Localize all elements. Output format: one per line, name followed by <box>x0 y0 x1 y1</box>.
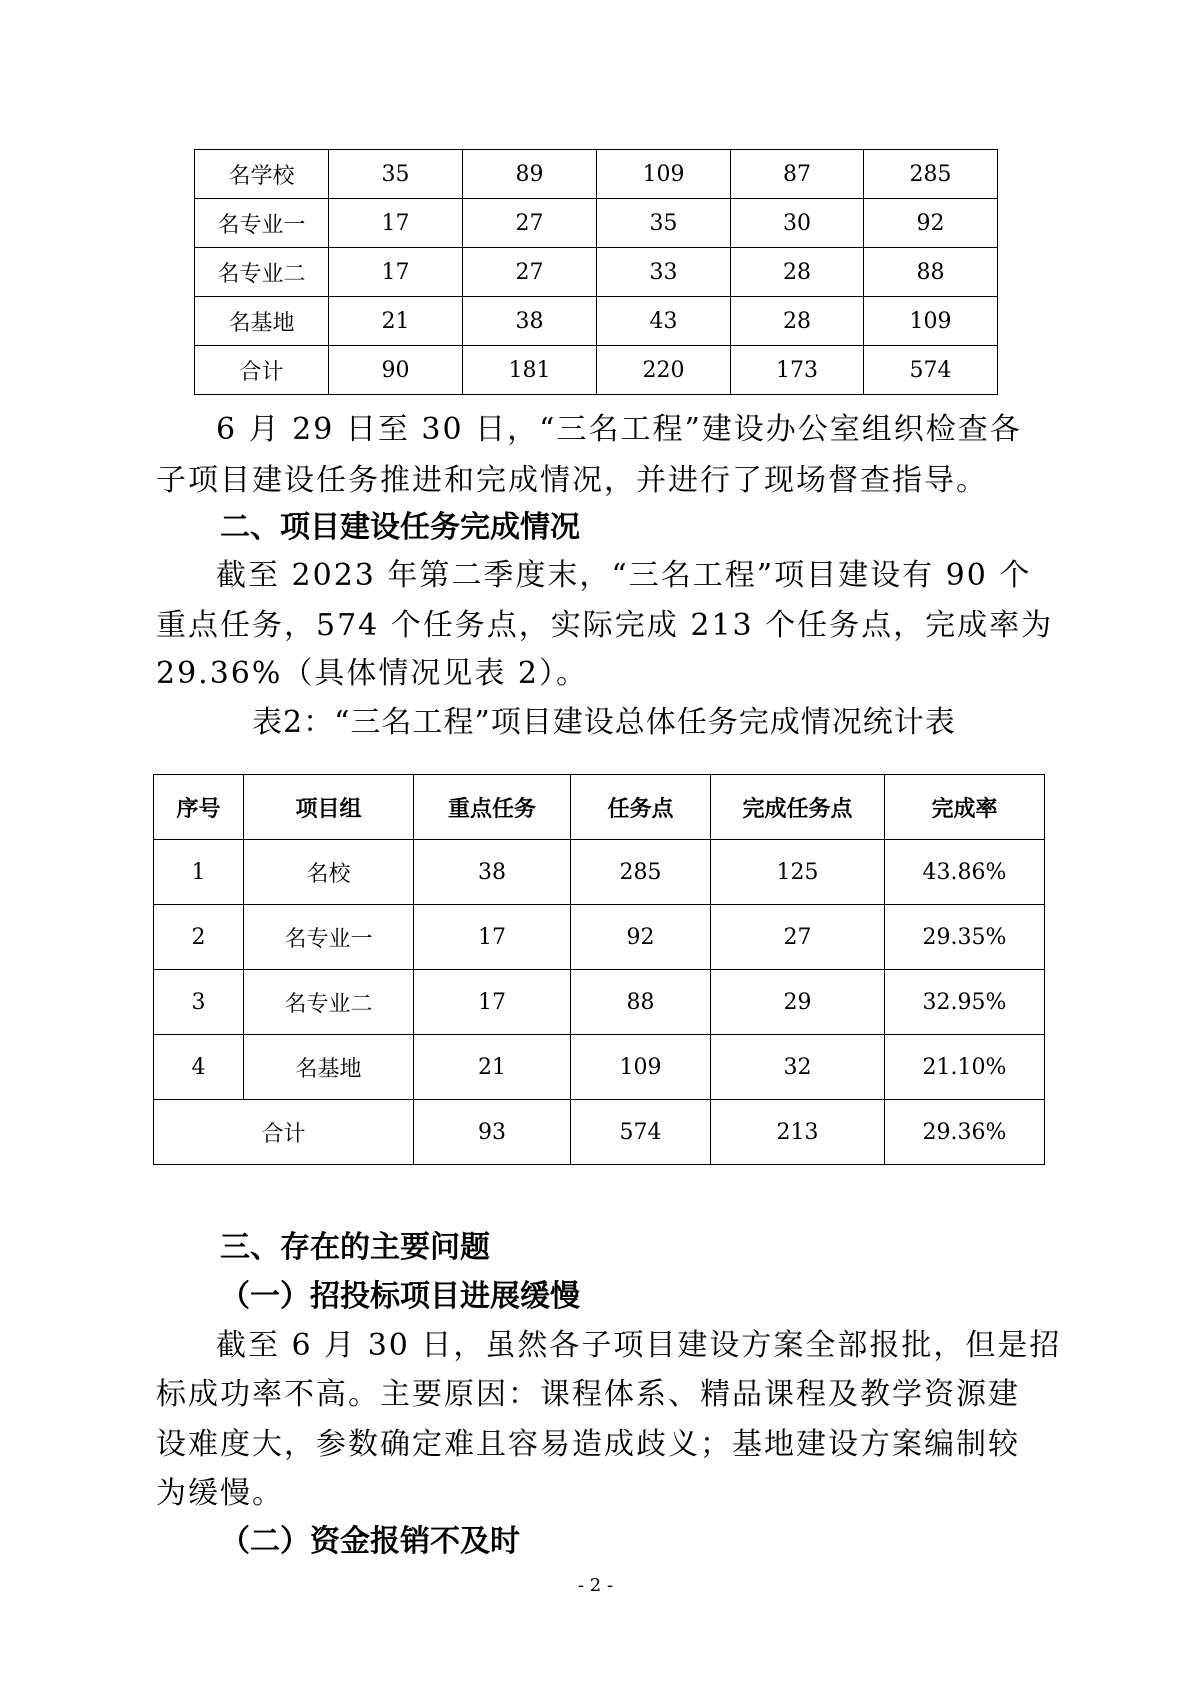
table-cell: 35 <box>597 199 731 248</box>
column-header: 完成任务点 <box>711 775 885 840</box>
table-cell: 名基地 <box>195 297 329 346</box>
table-cell: 21.10% <box>885 1035 1045 1100</box>
table-cell: 574 <box>571 1100 711 1165</box>
table-cell: 125 <box>711 840 885 905</box>
paragraph-2-line-1: 截至 2023 年第二季度末，“三名工程”项目建设有 90 个 <box>216 558 1032 593</box>
paragraph-2-line-2: 重点任务，574 个任务点，实际完成 213 个任务点，完成率为 <box>156 608 1054 643</box>
table-row-total <box>195 346 998 395</box>
table-cell: 109 <box>597 150 731 199</box>
table-cell: 92 <box>571 905 711 970</box>
table-cell: 181 <box>463 346 597 395</box>
subsection-heading-1: （一）招投标项目进展缓慢 <box>220 1279 580 1314</box>
table-cell: 93 <box>414 1100 571 1165</box>
table-cell: 27 <box>463 248 597 297</box>
table-cell: 29.35% <box>885 905 1045 970</box>
table-cell: 43.86% <box>885 840 1045 905</box>
table-row <box>154 1035 1045 1100</box>
table-cell: 32 <box>711 1035 885 1100</box>
paragraph-1-line-2: 子项目建设任务推进和完成情况，并进行了现场督查指导。 <box>156 463 988 498</box>
table-header-row <box>154 775 1045 840</box>
table-cell: 27 <box>463 199 597 248</box>
table-cell: 21 <box>414 1035 571 1100</box>
table-cell: 2 <box>154 905 244 970</box>
table-row <box>154 840 1045 905</box>
table-cell: 名专业二 <box>244 970 414 1035</box>
table-row <box>154 905 1045 970</box>
table-cell: 29.36% <box>885 1100 1045 1165</box>
table-cell-total-label: 合计 <box>154 1100 414 1165</box>
table-cell: 32.95% <box>885 970 1045 1035</box>
table-cell: 27 <box>711 905 885 970</box>
paragraph-2-line-3: 29.36%（具体情况见表 2）。 <box>156 656 589 691</box>
table-cell: 92 <box>864 199 998 248</box>
table-cell: 220 <box>597 346 731 395</box>
table-cell: 4 <box>154 1035 244 1100</box>
table-cell: 30 <box>731 199 864 248</box>
table-cell: 35 <box>329 150 463 199</box>
table-cell: 名专业一 <box>244 905 414 970</box>
table-cell: 87 <box>731 150 864 199</box>
table-row <box>154 970 1045 1035</box>
table-row <box>195 248 998 297</box>
table-cell: 名专业二 <box>195 248 329 297</box>
table-cell: 109 <box>864 297 998 346</box>
table-row <box>195 297 998 346</box>
subsection-heading-2: （二）资金报销不及时 <box>220 1524 520 1559</box>
table-cell: 89 <box>463 150 597 199</box>
table-cell: 285 <box>571 840 711 905</box>
table-1 <box>194 149 998 395</box>
table-cell: 1 <box>154 840 244 905</box>
paragraph-1-line-1: 6 月 29 日至 30 日，“三名工程”建设办公室组织检查各 <box>216 412 1022 447</box>
table-cell: 17 <box>414 970 571 1035</box>
table-2 <box>153 774 1045 1165</box>
table-cell: 213 <box>711 1100 885 1165</box>
table-cell: 29 <box>711 970 885 1035</box>
table-cell: 88 <box>864 248 998 297</box>
table-cell: 88 <box>571 970 711 1035</box>
table-cell: 合计 <box>195 346 329 395</box>
page-number: - 2 - <box>577 1575 614 1596</box>
table-row-total <box>154 1100 1045 1165</box>
table-row <box>195 150 998 199</box>
column-header: 完成率 <box>885 775 1045 840</box>
section-heading-3: 三、存在的主要问题 <box>220 1230 490 1265</box>
table-cell: 574 <box>864 346 998 395</box>
table-cell: 名专业一 <box>195 199 329 248</box>
table-cell: 38 <box>414 840 571 905</box>
column-header: 重点任务 <box>414 775 571 840</box>
table-cell: 3 <box>154 970 244 1035</box>
table-cell: 17 <box>329 248 463 297</box>
column-header: 任务点 <box>571 775 711 840</box>
table-cell: 17 <box>329 199 463 248</box>
table-cell: 名学校 <box>195 150 329 199</box>
table-cell: 90 <box>329 346 463 395</box>
table-cell: 173 <box>731 346 864 395</box>
paragraph-3-line-3: 设难度大，参数确定难且容易造成歧义；基地建设方案编制较 <box>156 1427 1020 1462</box>
table-cell: 33 <box>597 248 731 297</box>
paragraph-3-line-2: 标成功率不高。主要原因：课程体系、精品课程及教学资源建 <box>156 1377 1020 1412</box>
table-cell: 名校 <box>244 840 414 905</box>
table-row <box>195 199 998 248</box>
table-cell: 43 <box>597 297 731 346</box>
column-header: 序号 <box>154 775 244 840</box>
table-cell: 名基地 <box>244 1035 414 1100</box>
column-header: 项目组 <box>244 775 414 840</box>
table-cell: 109 <box>571 1035 711 1100</box>
table-cell: 17 <box>414 905 571 970</box>
paragraph-3-line-4: 为缓慢。 <box>156 1476 284 1511</box>
table-cell: 21 <box>329 297 463 346</box>
table-cell: 28 <box>731 248 864 297</box>
section-heading-2: 二、项目建设任务完成情况 <box>220 510 580 545</box>
paragraph-3-line-1: 截至 6 月 30 日，虽然各子项目建设方案全部报批，但是招 <box>216 1328 1062 1363</box>
table-2-caption: 表2：“三名工程”项目建设总体任务完成情况统计表 <box>252 705 956 740</box>
table-cell: 28 <box>731 297 864 346</box>
table-cell: 38 <box>463 297 597 346</box>
table-cell: 285 <box>864 150 998 199</box>
